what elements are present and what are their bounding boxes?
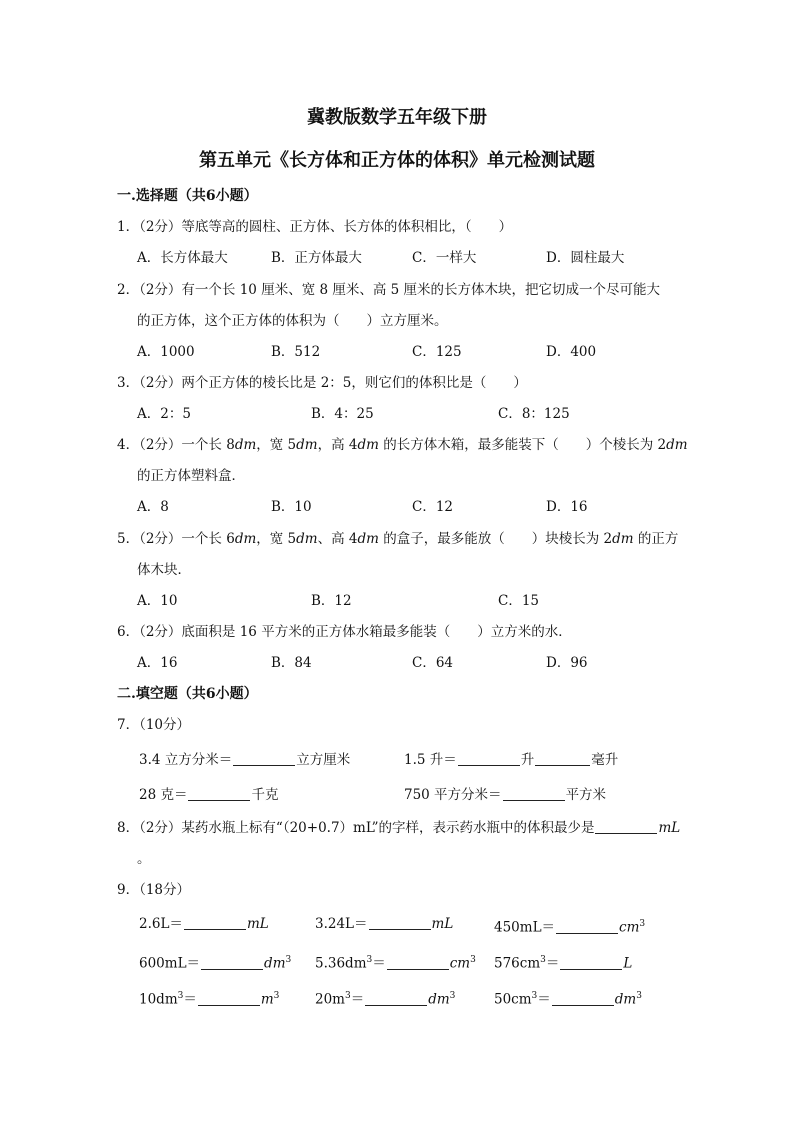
q4-unit-3: dm [357,437,379,453]
q9-6-unit: L [623,955,633,972]
q7-a-prefix: 3.4 立方分米＝ [139,752,233,768]
question-6-option-d: D．96 [546,655,588,671]
q7-b-blank-2[interactable] [535,751,590,766]
q5-unit-1: dm [234,531,257,547]
question-2-option-a: A．1000 [137,344,195,360]
q5-unit-3: dm [357,531,379,547]
question-3-stem: 3．（2分）两个正方体的棱长比是 2：5，则它们的体积比是（ ） [117,375,527,391]
question-1-option-a: A．长方体最大 [137,250,228,266]
question-1-option-d: D．圆柱最大 [546,250,625,266]
q9-4-blank[interactable] [201,955,263,970]
question-2-option-d: D．400 [546,344,597,360]
q7-d-blank[interactable] [503,786,565,801]
q5-unit-4: dm [612,531,634,547]
q7-b-mid: 升 [520,752,535,768]
q4-text-a: 4．（2分）一个长 8 [117,437,235,453]
question-8-stem [117,818,680,838]
section-heading-fill: 二.填空题（共6小题） [117,686,258,702]
question-9-stem: 9．（18分） [117,882,191,898]
q7-b-prefix: 1.5 升＝ [404,752,457,768]
q8-unit: mL [658,820,681,836]
q5-text-a: 5．（2分）一个长 6 [117,531,235,547]
q9-item-7 [139,986,279,1010]
q9-item-9 [494,986,642,1010]
q7-d-suffix: 平方米 [565,787,607,803]
q7-b-blank-1[interactable] [458,751,520,766]
question-5-stem-line1 [117,529,678,549]
q9-5-sup-b: 3 [470,955,476,965]
question-1-stem: 1．（2分）等底等高的圆柱、正方体、长方体的体积相比，（ ） [117,219,513,235]
q4-unit-2: dm [296,437,318,453]
q7-item-a [139,750,350,770]
q9-item-3 [494,914,645,938]
q9-3-prefix: 450mL＝ [494,919,556,936]
q9-7-unit: m [260,991,274,1008]
q9-5-sup-a: 3 [366,955,373,965]
question-8-end: 。 [137,851,151,867]
document-subtitle: 第五单元《长方体和正方体的体积》单元检测试题 [199,150,595,171]
q9-7-eq: ＝ [183,991,197,1008]
question-6-option-c: C．64 [412,655,454,671]
question-5-option-a: A．10 [137,593,178,609]
q9-7-blank[interactable] [198,991,260,1006]
q5-unit-2: dm [296,531,318,547]
question-2-stem-line1: 2．（2分）有一个长 10 厘米、宽 8 厘米、高 5 厘米的长方体木块，把它切成一个尽可能大 [117,282,661,298]
q7-item-b [404,750,618,770]
q9-5-unit: cm [449,955,471,972]
question-6-option-a: A．16 [137,655,178,671]
q9-1-unit: mL [246,916,269,932]
question-5-stem-line2: 体木块． [137,562,191,578]
question-4-stem-line1 [117,435,688,455]
q7-item-c [139,785,278,805]
q8-blank[interactable] [595,819,657,834]
question-4-option-b: B．10 [271,499,312,515]
q9-8-blank[interactable] [365,991,427,1006]
question-1-option-b: B．正方体最大 [271,250,362,266]
q9-6-sup: 3 [540,955,546,965]
q9-1-prefix: 2.6L＝ [139,916,183,932]
q9-9-blank[interactable] [552,991,614,1006]
q4-text-c: ，高 4 [317,437,358,453]
q9-5-eq: ＝ [372,955,386,972]
q5-text-c: 、高 4 [317,531,358,547]
q9-1-blank[interactable] [184,915,246,930]
q9-7-sup-b: 3 [273,991,280,1001]
q9-item-6 [494,950,632,974]
q9-item-8 [315,986,455,1010]
q9-9-eq: ＝ [537,991,551,1008]
q9-9-prefix: 50cm [494,991,532,1008]
q9-3-sup: 3 [639,919,646,929]
question-7-stem: 7．（10分） [117,717,191,733]
question-1-option-c: C．一样大 [412,250,477,266]
q9-7-prefix: 10dm [139,991,178,1008]
q9-item-5 [315,950,476,974]
question-3-option-a: A．2：5 [137,406,191,422]
q7-c-prefix: 28 克＝ [139,787,188,803]
question-4-option-a: A．8 [137,499,169,515]
q7-b-suffix: 毫升 [591,752,619,768]
q9-2-blank[interactable] [369,915,431,930]
question-5-option-b: B．12 [311,593,352,609]
q9-9-sup-b: 3 [636,991,642,1001]
q9-8-unit: dm [428,991,450,1008]
q9-6-eq: ＝ [545,955,560,972]
q9-item-1 [139,914,269,934]
q5-text-d: 的盒子，最多能放（ ）块棱长为 2 [378,531,613,547]
q9-8-prefix: 20m [315,991,345,1008]
q8-text: 8．（2分）某药水瓶上标有“（20+0.7）mL”的字样，表示药水瓶中的体积最少是 [117,820,595,836]
q9-5-blank[interactable] [387,955,449,970]
question-5-option-c: C．15 [498,593,540,609]
q9-3-unit: cm [619,919,640,936]
q9-3-blank[interactable] [556,919,618,934]
q5-text-b: ，宽 5 [256,531,297,547]
question-6-stem: 6．（2分）底面积是 16 平方米的正方体水箱最多能装（ ）立方米的水． [117,624,572,640]
q9-6-prefix: 576cm [494,955,541,972]
q7-d-prefix: 750 平方分米＝ [404,787,502,803]
document-title: 冀教版数学五年级下册 [307,107,487,128]
q9-item-4 [139,950,291,974]
q4-text-d: 的长方体木箱，最多能装下（ ）个棱长为 2 [378,437,667,453]
q9-4-prefix: 600mL＝ [139,955,201,972]
q7-a-blank[interactable] [233,751,295,766]
q7-item-d [404,785,606,805]
q9-8-eq: ＝ [350,991,365,1008]
q9-6-blank[interactable] [560,955,622,970]
question-2-option-b: B．512 [271,344,321,360]
question-2-stem-line2: 的正方体，这个正方体的体积为（ ）立方厘米。 [137,313,448,329]
q9-7-sup-a: 3 [177,991,184,1001]
q7-a-suffix: 立方厘米 [296,752,351,768]
question-3-option-c: C．8：125 [498,406,570,422]
q9-8-sup-b: 3 [449,991,456,1001]
q9-item-2 [315,914,453,934]
section-heading-choice: 一.选择题（共6小题） [117,188,258,204]
question-4-option-d: D．16 [546,499,588,515]
q7-c-blank[interactable] [188,786,250,801]
q4-unit-1: dm [234,437,257,453]
question-4-option-c: C．12 [412,499,454,515]
q5-text-e: 的正方 [633,531,679,547]
q9-9-sup-a: 3 [531,991,538,1001]
q9-4-sup: 3 [285,955,292,965]
q9-5-prefix: 5.36dm [315,955,367,972]
q4-unit-4: dm [666,437,688,453]
q4-text-b: ，宽 5 [256,437,297,453]
q9-4-unit: dm [264,955,286,972]
q9-9-unit: dm [614,991,637,1008]
q7-c-suffix: 千克 [251,787,279,803]
q9-2-unit: mL [431,916,454,932]
question-4-stem-line2: 的正方体塑料盒． [137,468,245,484]
q9-8-sup-a: 3 [344,991,351,1001]
question-6-option-b: B．84 [271,655,312,671]
question-2-option-c: C．125 [412,344,462,360]
question-3-option-b: B．4：25 [311,406,374,422]
q9-2-prefix: 3.24L＝ [315,916,368,932]
